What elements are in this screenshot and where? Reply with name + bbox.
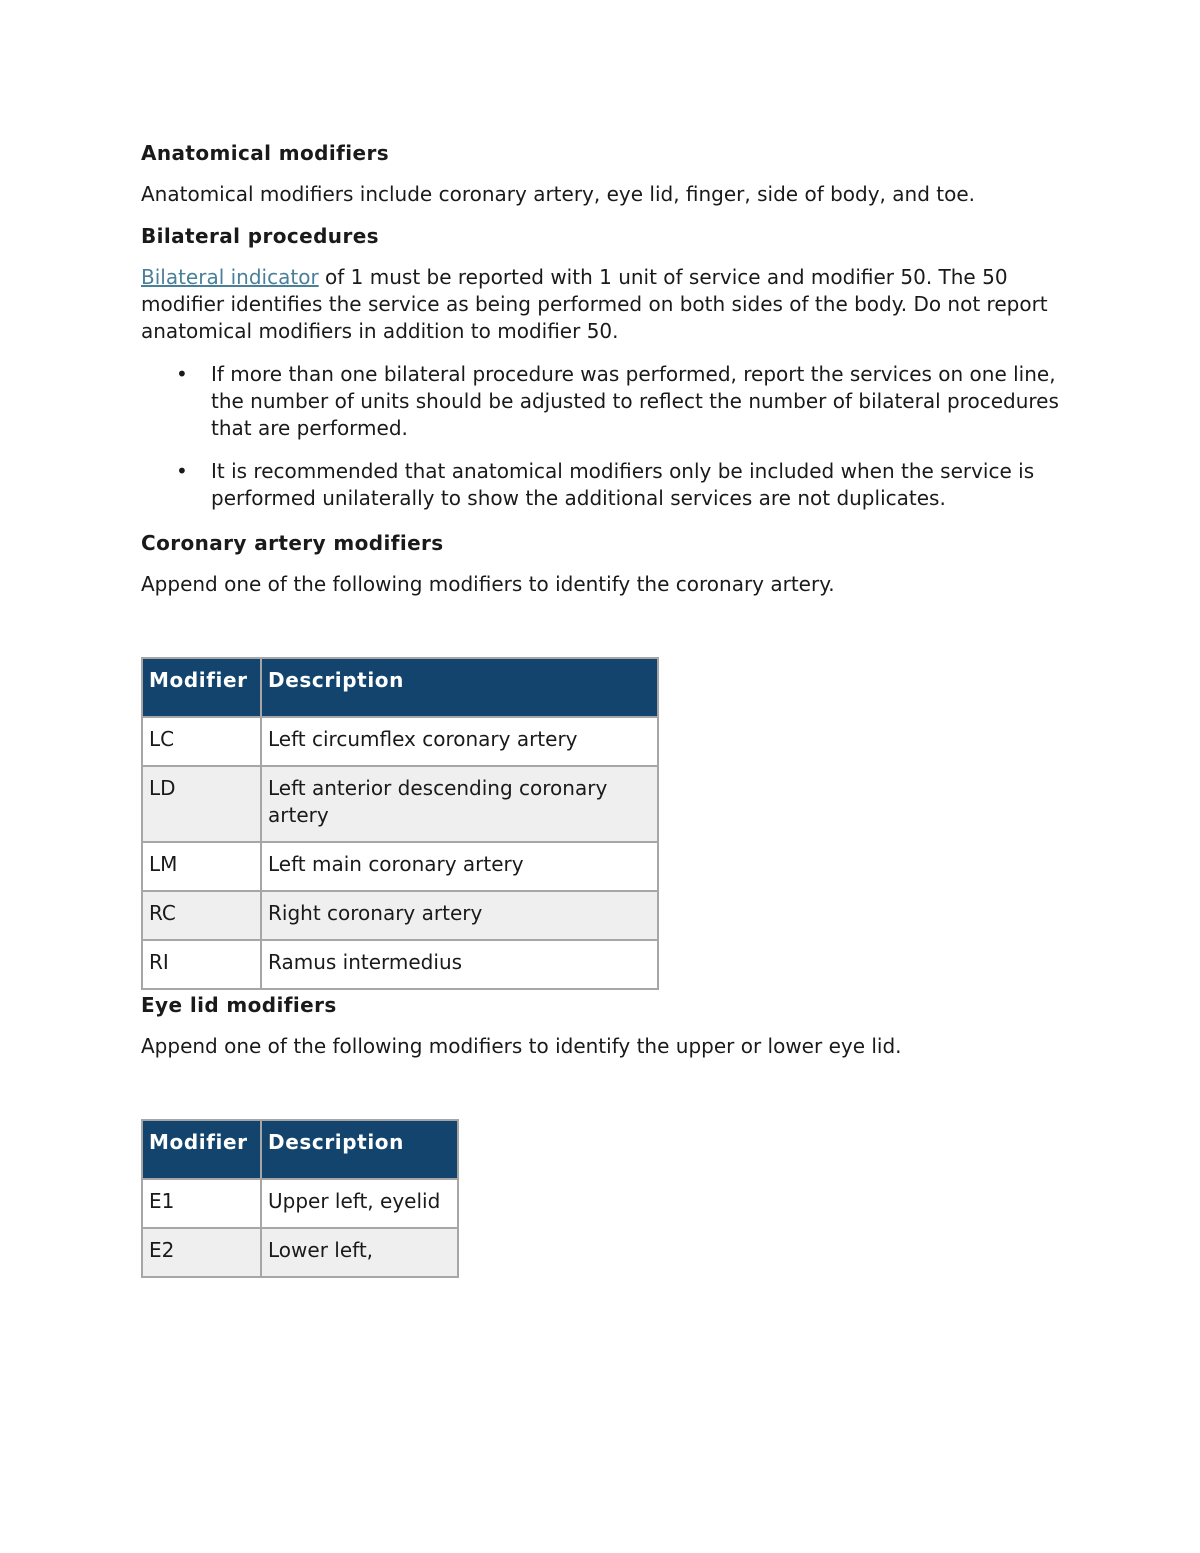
heading-anatomical-modifiers: Anatomical modifiers (141, 141, 390, 165)
bilateral-indicator-link[interactable]: Bilateral indicator (141, 265, 319, 289)
table-header-row (142, 658, 658, 717)
column-header-description: Description (261, 658, 658, 717)
modifier-cell: RC (142, 891, 261, 940)
description-cell: Right coronary artery (261, 891, 658, 940)
heading-coronary-artery-modifiers: Coronary artery modifiers (141, 531, 444, 555)
modifier-cell: LM (142, 842, 261, 891)
table-row (142, 766, 658, 842)
description-cell: Left anterior descending coronary artery (261, 766, 658, 842)
heading-bilateral-procedures: Bilateral procedures (141, 224, 379, 248)
modifier-cell: LD (142, 766, 261, 842)
table-header-row (142, 1120, 458, 1179)
list-item-text: If more than one bilateral procedure was performed, report the services on one line, the number of units should be adjusted to reflect the number of bilateral procedures that are performed. (211, 362, 1059, 440)
column-header-modifier: Modifier (142, 1120, 261, 1179)
description-cell: Ramus intermedius (261, 940, 658, 989)
paragraph-anatomical: Anatomical modifiers include coronary artery, eye lid, finger, side of body, and toe. (141, 182, 975, 206)
list-item (141, 458, 1061, 512)
document-page (141, 138, 1061, 1278)
paragraph-coronary: Append one of the following modifiers to identify the coronary artery. (141, 572, 835, 596)
modifier-cell: RI (142, 940, 261, 989)
table-row (142, 1228, 458, 1277)
modifier-cell: LC (142, 717, 261, 766)
description-cell: Upper left, eyelid (261, 1179, 458, 1228)
description-cell: Left circumflex coronary artery (261, 717, 658, 766)
paragraph-bilateral (141, 264, 1061, 345)
column-header-description: Description (261, 1120, 458, 1179)
list-item-text: It is recommended that anatomical modifiers only be included when the service is performed unilaterally to show the additional services are not duplicates. (211, 459, 1035, 510)
bullet-icon: • (176, 459, 188, 483)
modifier-cell: E1 (142, 1179, 261, 1228)
modifier-cell: E2 (142, 1228, 261, 1277)
paragraph-eyelid: Append one of the following modifiers to identify the upper or lower eye lid. (141, 1034, 902, 1058)
table-row (142, 1179, 458, 1228)
column-header-modifier: Modifier (142, 658, 261, 717)
paragraph-bilateral-text: of 1 must be reported with 1 unit of service and modifier 50. The 50 modifier identifies the service as being performed on both sides of the body. Do not report anatomical modifiers in addition to modifier 50. (141, 265, 1048, 343)
bilateral-bullet-list (141, 361, 1061, 512)
table-row (142, 940, 658, 989)
eyelid-modifier-table (141, 1119, 459, 1278)
table-row (142, 717, 658, 766)
heading-eye-lid-modifiers: Eye lid modifiers (141, 993, 337, 1017)
coronary-modifier-table (141, 657, 659, 990)
description-cell: Left main coronary artery (261, 842, 658, 891)
table-row (142, 842, 658, 891)
table-row (142, 891, 658, 940)
bullet-icon: • (176, 362, 188, 386)
description-cell: Lower left, (261, 1228, 458, 1277)
list-item (141, 361, 1061, 442)
